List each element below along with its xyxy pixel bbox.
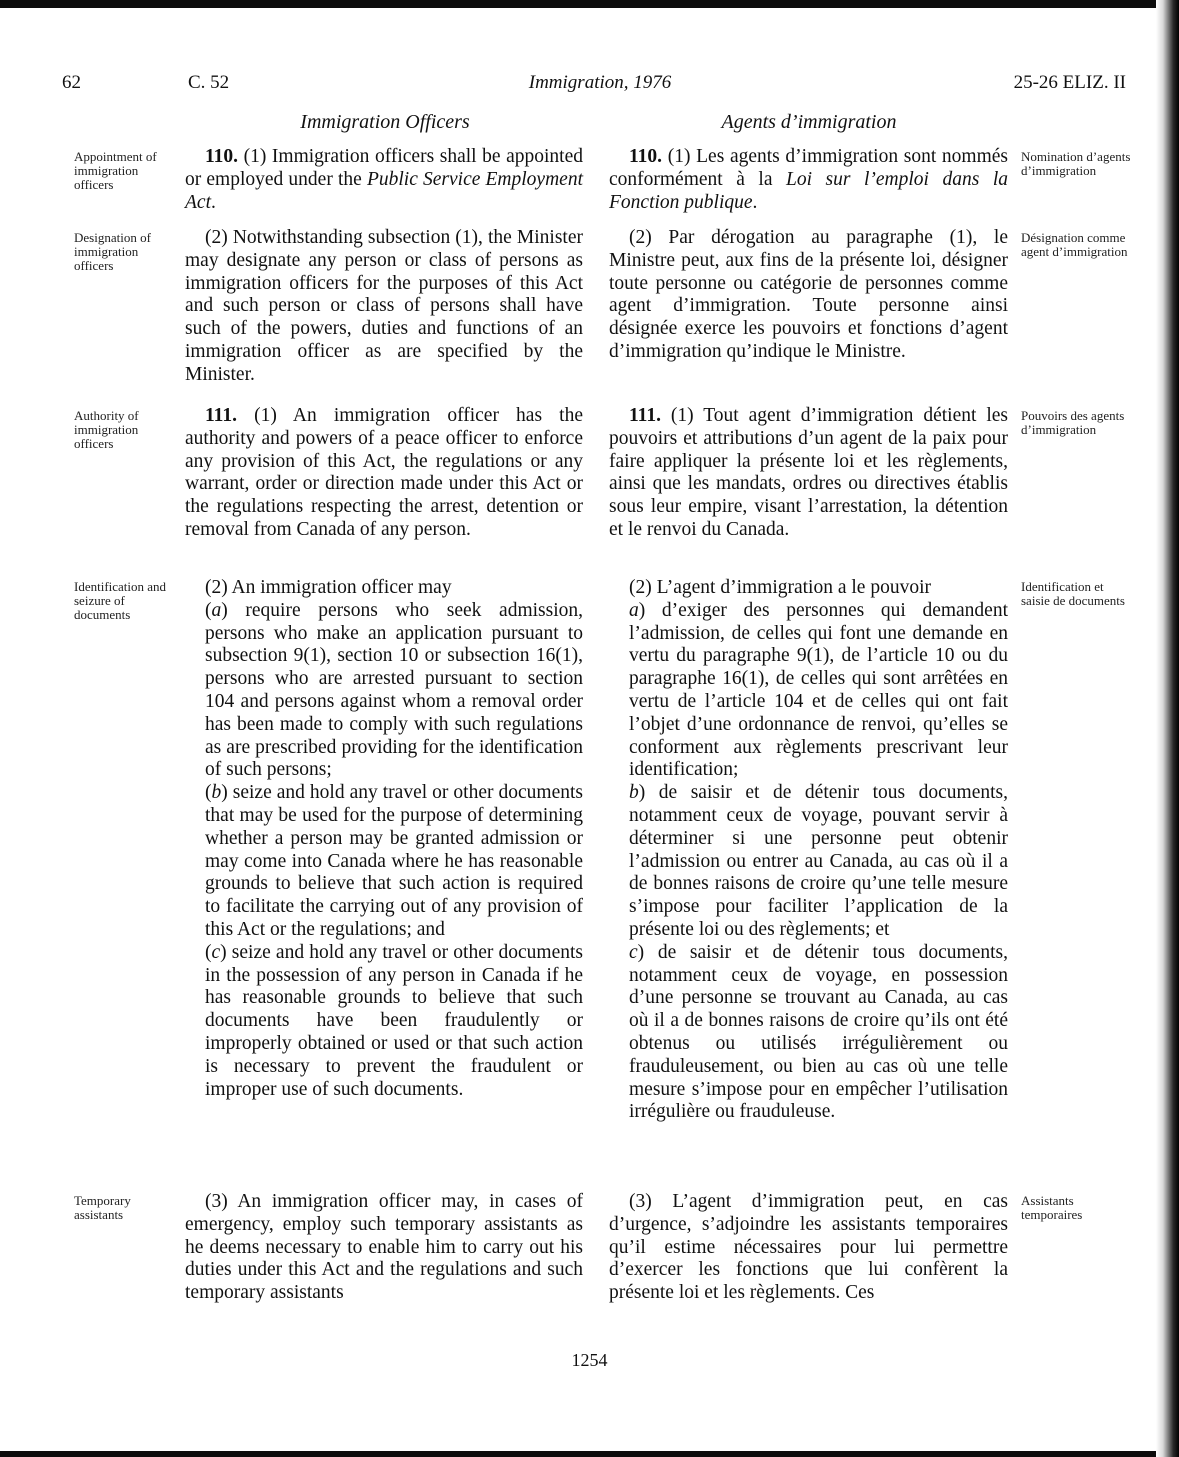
margin-note-identification: Identification and seizure of documents (74, 579, 167, 622)
clause-label: a (629, 599, 639, 621)
clause-a: (a) require persons who seek admission, persons who make an application pursuant to subsection 9(1), section 10 or subsection 16(1), persons who are arrested pursuant to section 104 and persons against whom a removal order has been made to comply with such regulations as are prescribed providing for the identification of such persons; (205, 599, 583, 781)
text: . (752, 191, 758, 213)
running-title: Immigration, 1976 (528, 72, 672, 93)
section-number: 111. (629, 405, 661, 426)
en-s110-2 (185, 227, 583, 387)
paragraph: (2) An immigration officer may (205, 577, 452, 598)
clause-label: c (629, 941, 638, 963)
text: seize and hold any travel or other documents that may be used for the purpose of determining whether a person may be granted admission or may come into Canada where he has reasonable grounds to believe that such action is required to facilitate the carrying out of any provision of this Act or the regulations; and (205, 782, 583, 940)
text: . (210, 191, 216, 213)
text: ) d’exiger des personnes qui demandent l’admission, de celles qui font une demande en vertu du paragraphe 9(1), de l’article 10 ou du paragraphe 16(1), de celles qui sont arrêtées en vertu de l’article 104 et de celles qui ont fait l’objet d’une ordonnance de renvoi, qu’elles se conforment aux règlements prescrivant leur identification; (629, 599, 1008, 781)
text: (1) An immigration officer has the authority and powers of a peace officer to enforce any provision of this Act, the regulations or any warrant, order or direction made under this Act or the regulations respecting the arrest, detention or removal from Canada of any person. (185, 405, 583, 540)
clause-label: b (211, 782, 222, 804)
scan-binding-edge (1156, 0, 1179, 1457)
text: ) de saisir et de détenir tous documents, notamment ceux de voyage, en possession d’une personne se trouvant au Canada, au cas où il a de bonnes raisons de croire qu’ils ont été obtenus ou utilisés irrégulièrement ou frauduleusement, ou bien au cas où une telle mesure s’impose pour en empêcher l’utilisation irrégulière ou frauduleuse. (629, 941, 1008, 1123)
fr-s111-3 (609, 1191, 1008, 1305)
margin-note-pouvoirs: Pouvoirs des agents d’immigration (1021, 408, 1125, 437)
clause-b (609, 782, 1008, 942)
text: ) de saisir et de détenir tous documents, notamment ceux de voyage, pouvant servir à déterminer si une personne peut obtenir l’admission ou entrer au Canada, au cas où il a de bonnes raisons de croire qu’une telle mesure s’impose pour faciliter l’application de la présente loi ou des règlements; et (629, 782, 1008, 940)
margin-note-designation: Designation of immigration officers (74, 230, 151, 273)
text: (1) Immigration officers shall be appointed or employed under the (185, 146, 583, 190)
paragraph: (2) Par dérogation au paragraphe (1), le Ministre peut, aux fins de la présente loi, désigner toute personne ou catégorie de personnes comme agent d’immigration. Toute personne ainsi désignée exerce les pouvoirs et fonctions d’agent d’immigration qu’indique le Ministre. (609, 227, 1008, 362)
clause-label: c (211, 941, 221, 963)
margin-note-appointment: Appointment of immigration officers (74, 149, 157, 192)
text: seize and hold any travel or other documents in the possession of any person in Canada if he has reasonable grounds to believe that such documents have been fraudulently or improperly obtained or used or that such action is necessary to prevent the fraudulent or improper use of such documents. (205, 941, 583, 1100)
page-number: 62 (62, 72, 81, 93)
fr-s111-1 (609, 405, 1008, 542)
clause-b: (b) seize and hold any travel or other documents that may be used for the purpose of determining whether a person may be granted admission or may come into Canada where he has reasonable grounds to believe that such action is required to facilitate the carrying out of any provision of this Act or the regulations; and (205, 782, 583, 940)
paragraph: (2) Notwithstanding subsection (1), the Minister may designate any person or class of persons as immigration officers for the purposes of this Act and such person or class of persons shall have such of the powers, duties and functions of an immigration officer as are specified by the Minister. (185, 227, 583, 385)
text: require persons who seek admission, persons who make an application pursuant to subsection 9(1), section 10 or subsection 16(1), persons who are arrested pursuant to section 104 and persons against whom a removal order has been made to comply with such regulations as are prescribed providing for the identification of such persons; (205, 599, 583, 781)
folio-number: 1254 (571, 1350, 608, 1370)
french-heading: Agents d’immigration (721, 111, 897, 133)
scan-bottom-border (0, 1451, 1179, 1457)
fr-s111-2 (609, 577, 1008, 1124)
section-number: 110. (629, 146, 663, 167)
en-s110-1 (185, 146, 583, 214)
act-title: Loi sur l’emploi dans la Fonction publique (609, 168, 1009, 213)
fr-s110-2 (609, 227, 1008, 364)
section-number: 110. (205, 146, 239, 167)
clause-label: b (629, 782, 639, 804)
fr-s110-1 (609, 146, 1008, 214)
clause-c: (c) seize and hold any travel or other documents in the possession of any person in Canada if he has reasonable grounds to believe that such documents have been fraudulently or improperly obtained or used or that such action is necessary to prevent the fraudulent or improper use of such documents. (205, 941, 583, 1100)
en-s111-1 (185, 405, 583, 542)
margin-note-identification-fr: Identification et saisie de documents (1021, 579, 1125, 608)
section-number: 111. (205, 405, 237, 426)
text: (1) Les agents d’immigration sont nommés conformément à la (609, 146, 1008, 190)
margin-note-assistants: Assistants temporaires (1021, 1193, 1083, 1222)
clause-c (609, 942, 1008, 1124)
paragraph: (2) L’agent d’immigration a le pouvoir (629, 577, 931, 598)
act-title: Public Service Employment Act (185, 168, 583, 213)
english-heading: Immigration Officers (300, 111, 470, 133)
paragraph: (3) L’agent d’immigration peut, en cas d’urgence, s’adjoindre les assistants temporaires qu’il estime nécessaires pour lui permettre d’exercer les fonctions que lui confèrent la présente loi et les règlements. Ces (609, 1191, 1008, 1304)
en-s111-3 (185, 1191, 583, 1305)
margin-note-authority: Authority of immigration officers (74, 408, 139, 451)
margin-note-designation-fr: Désignation comme agent d’immigration (1021, 230, 1128, 259)
clause-label: a (211, 599, 222, 621)
text: (1) Tout agent d’immigration détient les pouvoirs et attributions d’un agent de la paix pour faire appliquer la présente loi et les règlements, ainsi que les mandats, ordres ou directives établis sous leur empire, visant l’arrestation, la détention et le renvoi du Canada. (609, 405, 1008, 540)
margin-note-temporary: Temporary assistants (74, 1193, 131, 1222)
scan-top-border (0, 0, 1179, 8)
paragraph: (3) An immigration officer may, in cases of emergency, employ such temporary assistants as he deems necessary to enable him to carry out his duties under this Act and the regulations and such temporary assistants (185, 1191, 583, 1304)
en-s111-2 (185, 577, 583, 1101)
margin-note-nomination: Nomination d’agents d’immigration (1021, 149, 1131, 178)
clause-a (609, 600, 1008, 782)
chapter-label: C. 52 (188, 72, 230, 93)
regnal-year: 25-26 ELIZ. II (1013, 72, 1126, 93)
